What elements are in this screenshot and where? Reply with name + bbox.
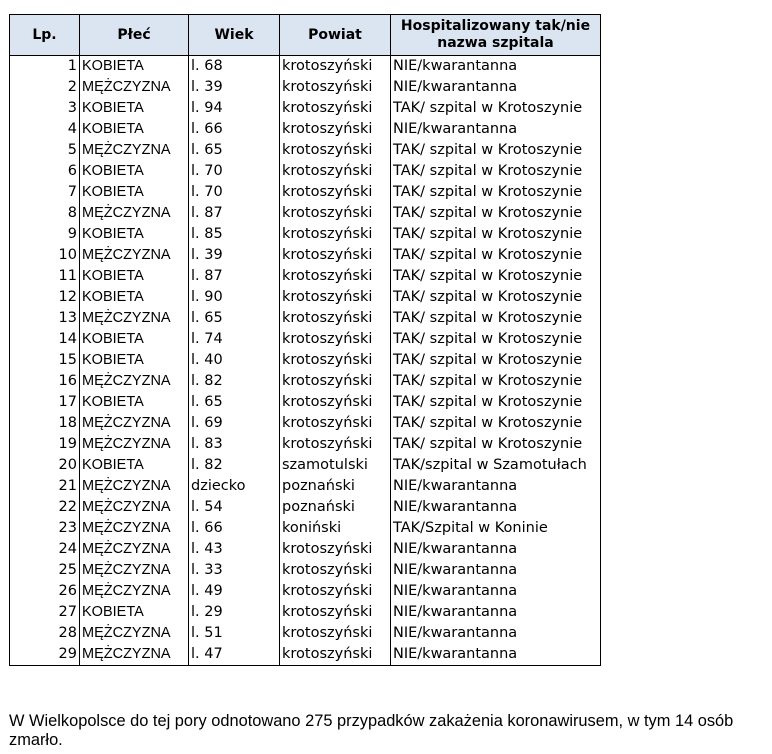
row-hospital: NIE/kwarantanna <box>391 56 601 78</box>
row-hospital: NIE/kwarantanna <box>391 581 601 602</box>
table-row <box>10 161 601 182</box>
row-age: l. 54 <box>189 497 280 518</box>
row-sex: KOBIETA <box>80 602 189 623</box>
row-sex: MĘŻCZYZNA <box>80 497 189 518</box>
header-age: Wiek <box>189 15 280 56</box>
row-county: krotoszyński <box>280 392 391 413</box>
row-number: 24 <box>10 539 80 560</box>
row-hospital: TAK/ szpital w Krotoszynie <box>391 245 601 266</box>
row-county: krotoszyński <box>280 581 391 602</box>
row-age: l. 70 <box>189 182 280 203</box>
row-hospital: TAK/ szpital w Krotoszynie <box>391 161 601 182</box>
table-row <box>10 140 601 161</box>
row-number: 17 <box>10 392 80 413</box>
row-sex: MĘŻCZYZNA <box>80 77 189 98</box>
row-age: l. 69 <box>189 413 280 434</box>
table-row <box>10 203 601 224</box>
row-number: 5 <box>10 140 80 161</box>
row-age: l. 74 <box>189 329 280 350</box>
row-county: krotoszyński <box>280 413 391 434</box>
table-header-row <box>10 15 601 56</box>
row-county: poznański <box>280 476 391 497</box>
row-number: 10 <box>10 245 80 266</box>
row-hospital: NIE/kwarantanna <box>391 602 601 623</box>
row-county: krotoszyński <box>280 434 391 455</box>
row-sex: KOBIETA <box>80 350 189 371</box>
row-hospital: NIE/kwarantanna <box>391 623 601 644</box>
row-number: 3 <box>10 98 80 119</box>
row-age: l. 65 <box>189 308 280 329</box>
row-age: l. 40 <box>189 350 280 371</box>
row-number: 23 <box>10 518 80 539</box>
row-hospital: TAK/ szpital w Krotoszynie <box>391 392 601 413</box>
row-age: l. 29 <box>189 602 280 623</box>
row-sex: KOBIETA <box>80 119 189 140</box>
table-row <box>10 497 601 518</box>
row-sex: MĘŻCZYZNA <box>80 203 189 224</box>
table-row <box>10 308 601 329</box>
table-row <box>10 413 601 434</box>
table-row <box>10 602 601 623</box>
table-row <box>10 623 601 644</box>
table-row <box>10 539 601 560</box>
table-row <box>10 245 601 266</box>
header-hospital-line2: nazwa szpitala <box>437 35 554 51</box>
table-row <box>10 392 601 413</box>
table-row <box>10 329 601 350</box>
row-county: krotoszyński <box>280 77 391 98</box>
row-sex: MĘŻCZYZNA <box>80 371 189 392</box>
row-hospital: TAK/Szpital w Koninie <box>391 518 601 539</box>
footer-note: W Wielkopolsce do tej pory odnotowano 275 przypadków zakażenia koronawirusem, w tym 14 osób zmarło. <box>9 712 734 749</box>
row-county: krotoszyński <box>280 623 391 644</box>
row-county: krotoszyński <box>280 56 391 78</box>
row-number: 27 <box>10 602 80 623</box>
row-number: 8 <box>10 203 80 224</box>
row-number: 12 <box>10 287 80 308</box>
row-number: 28 <box>10 623 80 644</box>
row-sex: KOBIETA <box>80 455 189 476</box>
row-hospital: TAK/ szpital w Krotoszynie <box>391 98 601 119</box>
row-age: l. 94 <box>189 98 280 119</box>
row-number: 9 <box>10 224 80 245</box>
row-age: l. 90 <box>189 287 280 308</box>
header-sex: Płeć <box>80 15 189 56</box>
row-sex: MĘŻCZYZNA <box>80 476 189 497</box>
row-number: 16 <box>10 371 80 392</box>
row-county: poznański <box>280 497 391 518</box>
row-number: 20 <box>10 455 80 476</box>
row-sex: MĘŻCZYZNA <box>80 413 189 434</box>
row-sex: MĘŻCZYZNA <box>80 140 189 161</box>
row-number: 14 <box>10 329 80 350</box>
row-county: krotoszyński <box>280 161 391 182</box>
row-county: koniński <box>280 518 391 539</box>
row-number: 2 <box>10 77 80 98</box>
row-sex: KOBIETA <box>80 182 189 203</box>
row-age: l. 83 <box>189 434 280 455</box>
row-age: l. 65 <box>189 392 280 413</box>
row-county: krotoszyński <box>280 266 391 287</box>
row-age: l. 82 <box>189 371 280 392</box>
table-row <box>10 182 601 203</box>
row-hospital: TAK/ szpital w Krotoszynie <box>391 140 601 161</box>
table-row <box>10 266 601 287</box>
row-age: l. 87 <box>189 203 280 224</box>
table-row <box>10 644 601 666</box>
cases-table <box>9 14 601 666</box>
row-county: krotoszyński <box>280 287 391 308</box>
table-row <box>10 476 601 497</box>
row-age: l. 87 <box>189 266 280 287</box>
row-hospital: TAK/ szpital w Krotoszynie <box>391 182 601 203</box>
row-age: l. 82 <box>189 455 280 476</box>
row-age: l. 49 <box>189 581 280 602</box>
row-number: 7 <box>10 182 80 203</box>
row-number: 18 <box>10 413 80 434</box>
row-number: 26 <box>10 581 80 602</box>
table-row <box>10 77 601 98</box>
row-number: 21 <box>10 476 80 497</box>
row-sex: KOBIETA <box>80 98 189 119</box>
table-body <box>10 56 601 666</box>
row-sex: KOBIETA <box>80 329 189 350</box>
row-hospital: TAK/szpital w Szamotułach <box>391 455 601 476</box>
row-county: krotoszyński <box>280 98 391 119</box>
row-sex: MĘŻCZYZNA <box>80 245 189 266</box>
row-county: krotoszyński <box>280 371 391 392</box>
row-number: 19 <box>10 434 80 455</box>
row-age: l. 39 <box>189 245 280 266</box>
row-county: krotoszyński <box>280 350 391 371</box>
row-age: dziecko <box>189 476 280 497</box>
row-county: krotoszyński <box>280 140 391 161</box>
row-number: 11 <box>10 266 80 287</box>
row-sex: KOBIETA <box>80 161 189 182</box>
row-hospital: NIE/kwarantanna <box>391 560 601 581</box>
row-sex: KOBIETA <box>80 224 189 245</box>
table-row <box>10 56 601 78</box>
row-county: krotoszyński <box>280 329 391 350</box>
row-number: 13 <box>10 308 80 329</box>
row-sex: MĘŻCZYZNA <box>80 539 189 560</box>
table-row <box>10 560 601 581</box>
row-age: l. 33 <box>189 560 280 581</box>
row-county: krotoszyński <box>280 308 391 329</box>
row-hospital: TAK/ szpital w Krotoszynie <box>391 371 601 392</box>
row-hospital: NIE/kwarantanna <box>391 539 601 560</box>
row-county: krotoszyński <box>280 182 391 203</box>
row-hospital: NIE/kwarantanna <box>391 644 601 666</box>
row-county: krotoszyński <box>280 539 391 560</box>
row-number: 25 <box>10 560 80 581</box>
row-hospital: NIE/kwarantanna <box>391 497 601 518</box>
row-hospital: TAK/ szpital w Krotoszynie <box>391 350 601 371</box>
row-sex: MĘŻCZYZNA <box>80 623 189 644</box>
row-hospital: TAK/ szpital w Krotoszynie <box>391 287 601 308</box>
header-lp: Lp. <box>10 15 80 56</box>
row-age: l. 70 <box>189 161 280 182</box>
row-hospital: TAK/ szpital w Krotoszynie <box>391 434 601 455</box>
row-sex: MĘŻCZYZNA <box>80 644 189 666</box>
row-hospital: TAK/ szpital w Krotoszynie <box>391 329 601 350</box>
row-hospital: TAK/ szpital w Krotoszynie <box>391 413 601 434</box>
row-county: szamotulski <box>280 455 391 476</box>
row-hospital: NIE/kwarantanna <box>391 77 601 98</box>
row-number: 29 <box>10 644 80 666</box>
row-sex: MĘŻCZYZNA <box>80 434 189 455</box>
row-age: l. 39 <box>189 77 280 98</box>
row-number: 6 <box>10 161 80 182</box>
table-row <box>10 581 601 602</box>
row-sex: KOBIETA <box>80 392 189 413</box>
row-hospital: TAK/ szpital w Krotoszynie <box>391 266 601 287</box>
row-number: 4 <box>10 119 80 140</box>
table-row <box>10 371 601 392</box>
row-age: l. 85 <box>189 224 280 245</box>
header-county: Powiat <box>280 15 391 56</box>
row-age: l. 66 <box>189 518 280 539</box>
row-county: krotoszyński <box>280 602 391 623</box>
table-row <box>10 98 601 119</box>
row-sex: KOBIETA <box>80 287 189 308</box>
row-sex: KOBIETA <box>80 56 189 78</box>
row-hospital: TAK/ szpital w Krotoszynie <box>391 224 601 245</box>
row-age: l. 66 <box>189 119 280 140</box>
row-county: krotoszyński <box>280 119 391 140</box>
header-hospital-line1: Hospitalizowany tak/nie <box>400 18 591 34</box>
row-age: l. 43 <box>189 539 280 560</box>
row-number: 15 <box>10 350 80 371</box>
table-row <box>10 287 601 308</box>
row-sex: MĘŻCZYZNA <box>80 518 189 539</box>
table-row <box>10 434 601 455</box>
header-hospital <box>391 15 601 56</box>
table-row <box>10 518 601 539</box>
table-row <box>10 455 601 476</box>
row-county: krotoszyński <box>280 560 391 581</box>
row-sex: KOBIETA <box>80 266 189 287</box>
table-row <box>10 350 601 371</box>
row-county: krotoszyński <box>280 203 391 224</box>
row-sex: MĘŻCZYZNA <box>80 308 189 329</box>
table-row <box>10 224 601 245</box>
row-age: l. 47 <box>189 644 280 666</box>
row-hospital: TAK/ szpital w Krotoszynie <box>391 308 601 329</box>
row-county: krotoszyński <box>280 224 391 245</box>
row-county: krotoszyński <box>280 245 391 266</box>
row-county: krotoszyński <box>280 644 391 666</box>
row-hospital: NIE/kwarantanna <box>391 119 601 140</box>
row-hospital: TAK/ szpital w Krotoszynie <box>391 203 601 224</box>
row-sex: MĘŻCZYZNA <box>80 560 189 581</box>
row-sex: MĘŻCZYZNA <box>80 581 189 602</box>
row-number: 1 <box>10 56 80 78</box>
table-row <box>10 119 601 140</box>
row-age: l. 65 <box>189 140 280 161</box>
row-age: l. 68 <box>189 56 280 78</box>
row-number: 22 <box>10 497 80 518</box>
row-age: l. 51 <box>189 623 280 644</box>
row-hospital: NIE/kwarantanna <box>391 476 601 497</box>
